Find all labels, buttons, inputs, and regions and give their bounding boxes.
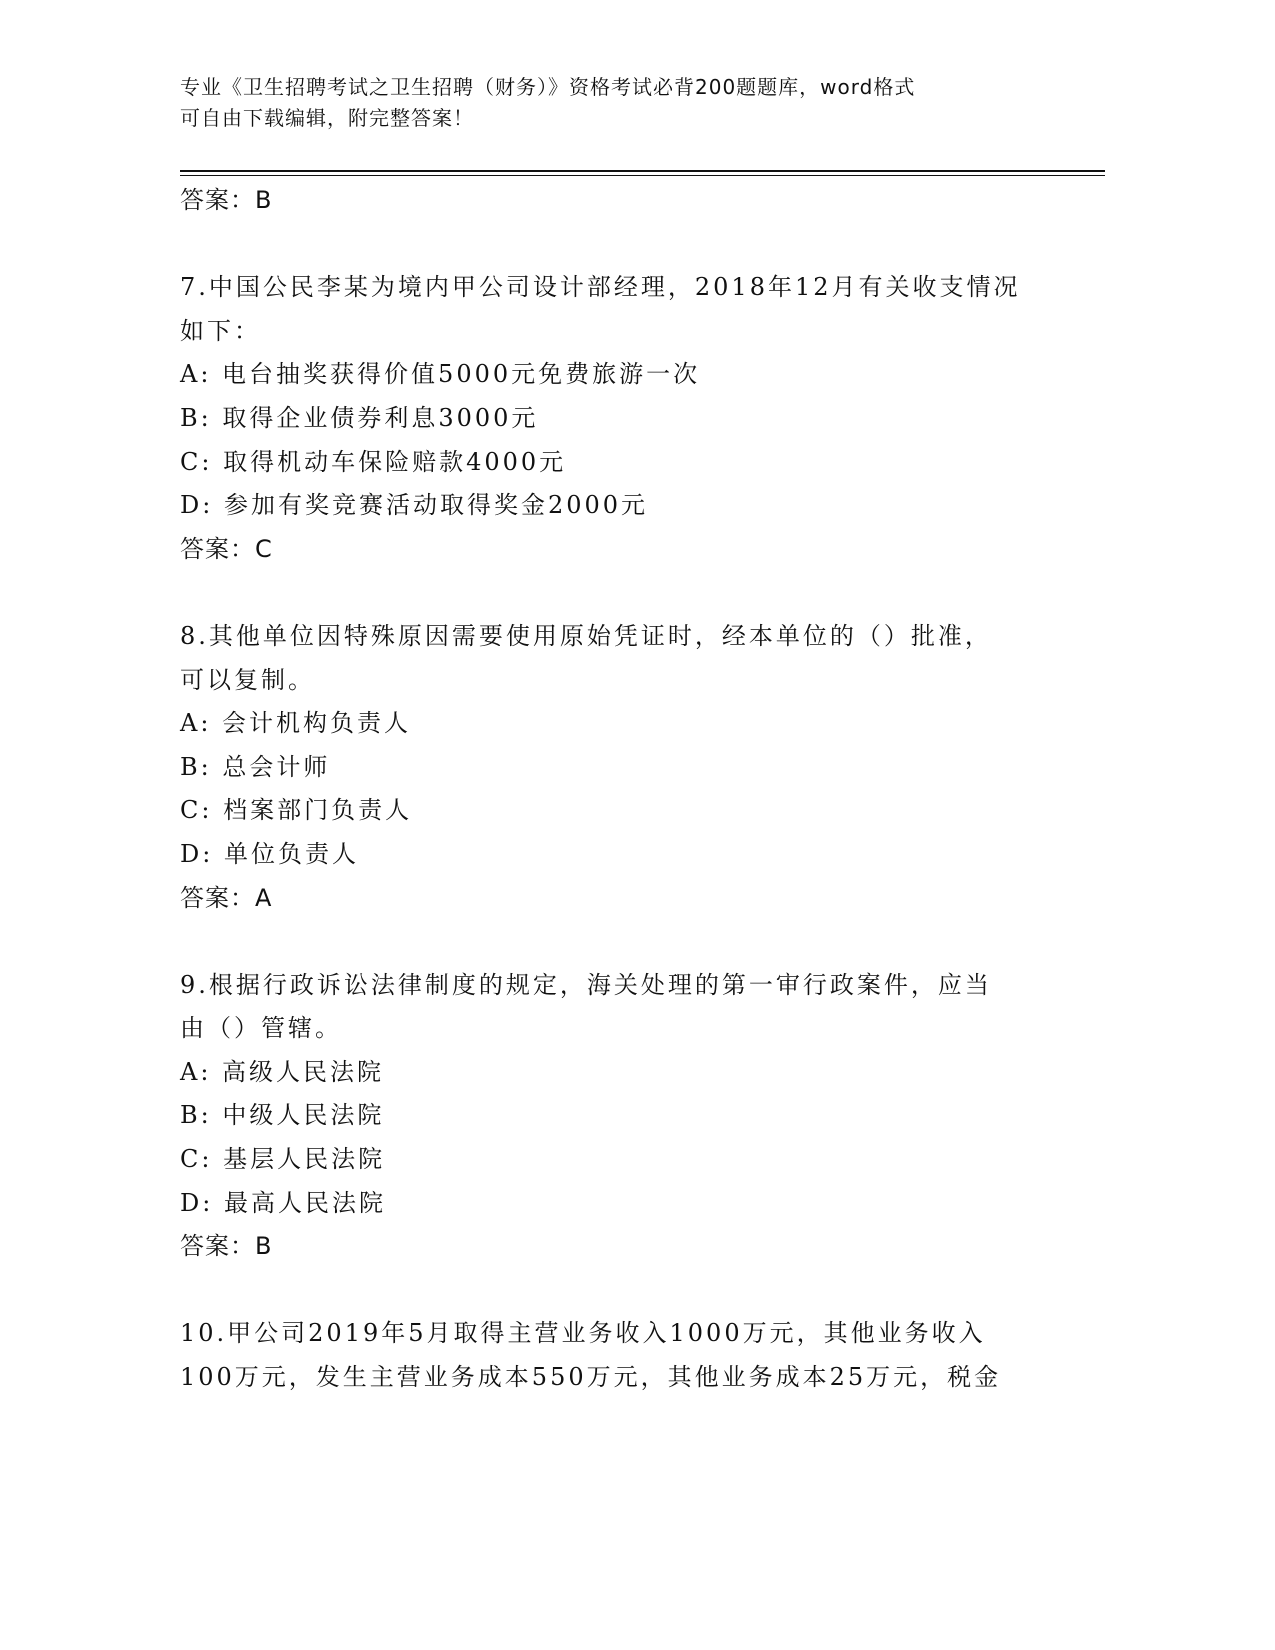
question-text: 可以复制。 xyxy=(180,665,315,694)
question-text: 8.其他单位因特殊原因需要使用原始凭证时，经本单位的（）批准， xyxy=(180,621,992,650)
option-c: C: 档案部门负责人 xyxy=(180,796,413,825)
option-a: A: 会计机构负责人 xyxy=(180,709,412,738)
question-7 xyxy=(180,266,1080,571)
option-c: C: 取得机动车保险赔款4000元 xyxy=(180,447,567,476)
option-b: B: 中级人民法院 xyxy=(180,1101,385,1130)
question-text: 由（）管辖。 xyxy=(180,1014,342,1043)
question-text: 如下： xyxy=(180,316,261,345)
header-divider xyxy=(180,175,1105,176)
question-text: 9.根据行政诉讼法律制度的规定，海关处理的第一审行政案件，应当 xyxy=(180,970,992,999)
header-divider xyxy=(180,170,1105,172)
header-line: 专业《卫生招聘考试之卫生招聘（财务）》资格考试必背200题题库，word格式 xyxy=(180,75,916,99)
option-d: D: 最高人民法院 xyxy=(180,1188,386,1217)
question-text: 7.中国公民李某为境内甲公司设计部经理，2018年12月有关收支情况 xyxy=(180,273,1021,302)
document-body xyxy=(180,179,1080,1400)
option-c: C: 基层人民法院 xyxy=(180,1145,386,1174)
option-d: D: 参加有奖竞赛活动取得奖金2000元 xyxy=(180,491,649,520)
document-header xyxy=(180,72,1040,134)
answer: 答案：C xyxy=(180,534,273,563)
question-8 xyxy=(180,615,1080,920)
question-9 xyxy=(180,964,1080,1269)
option-a: A: 电台抽奖获得价值5000元免费旅游一次 xyxy=(180,360,701,389)
question-10 xyxy=(180,1312,1080,1399)
header-line: 可自由下载编辑，附完整答案！ xyxy=(180,106,474,130)
answer: 答案：B xyxy=(180,1232,273,1261)
answer: 答案：B xyxy=(180,186,273,214)
option-b: B: 取得企业债券利息3000元 xyxy=(180,403,539,432)
option-d: D: 单位负责人 xyxy=(180,839,359,868)
question-text: 100万元，发生主营业务成本550万元，其他业务成本25万元，税金 xyxy=(180,1363,1002,1392)
option-b: B: 总会计师 xyxy=(180,752,331,781)
answer: 答案：A xyxy=(180,883,273,912)
question-text: 10.甲公司2019年5月取得主营业务收入1000万元，其他业务收入 xyxy=(180,1319,986,1348)
option-a: A: 高级人民法院 xyxy=(180,1057,385,1086)
